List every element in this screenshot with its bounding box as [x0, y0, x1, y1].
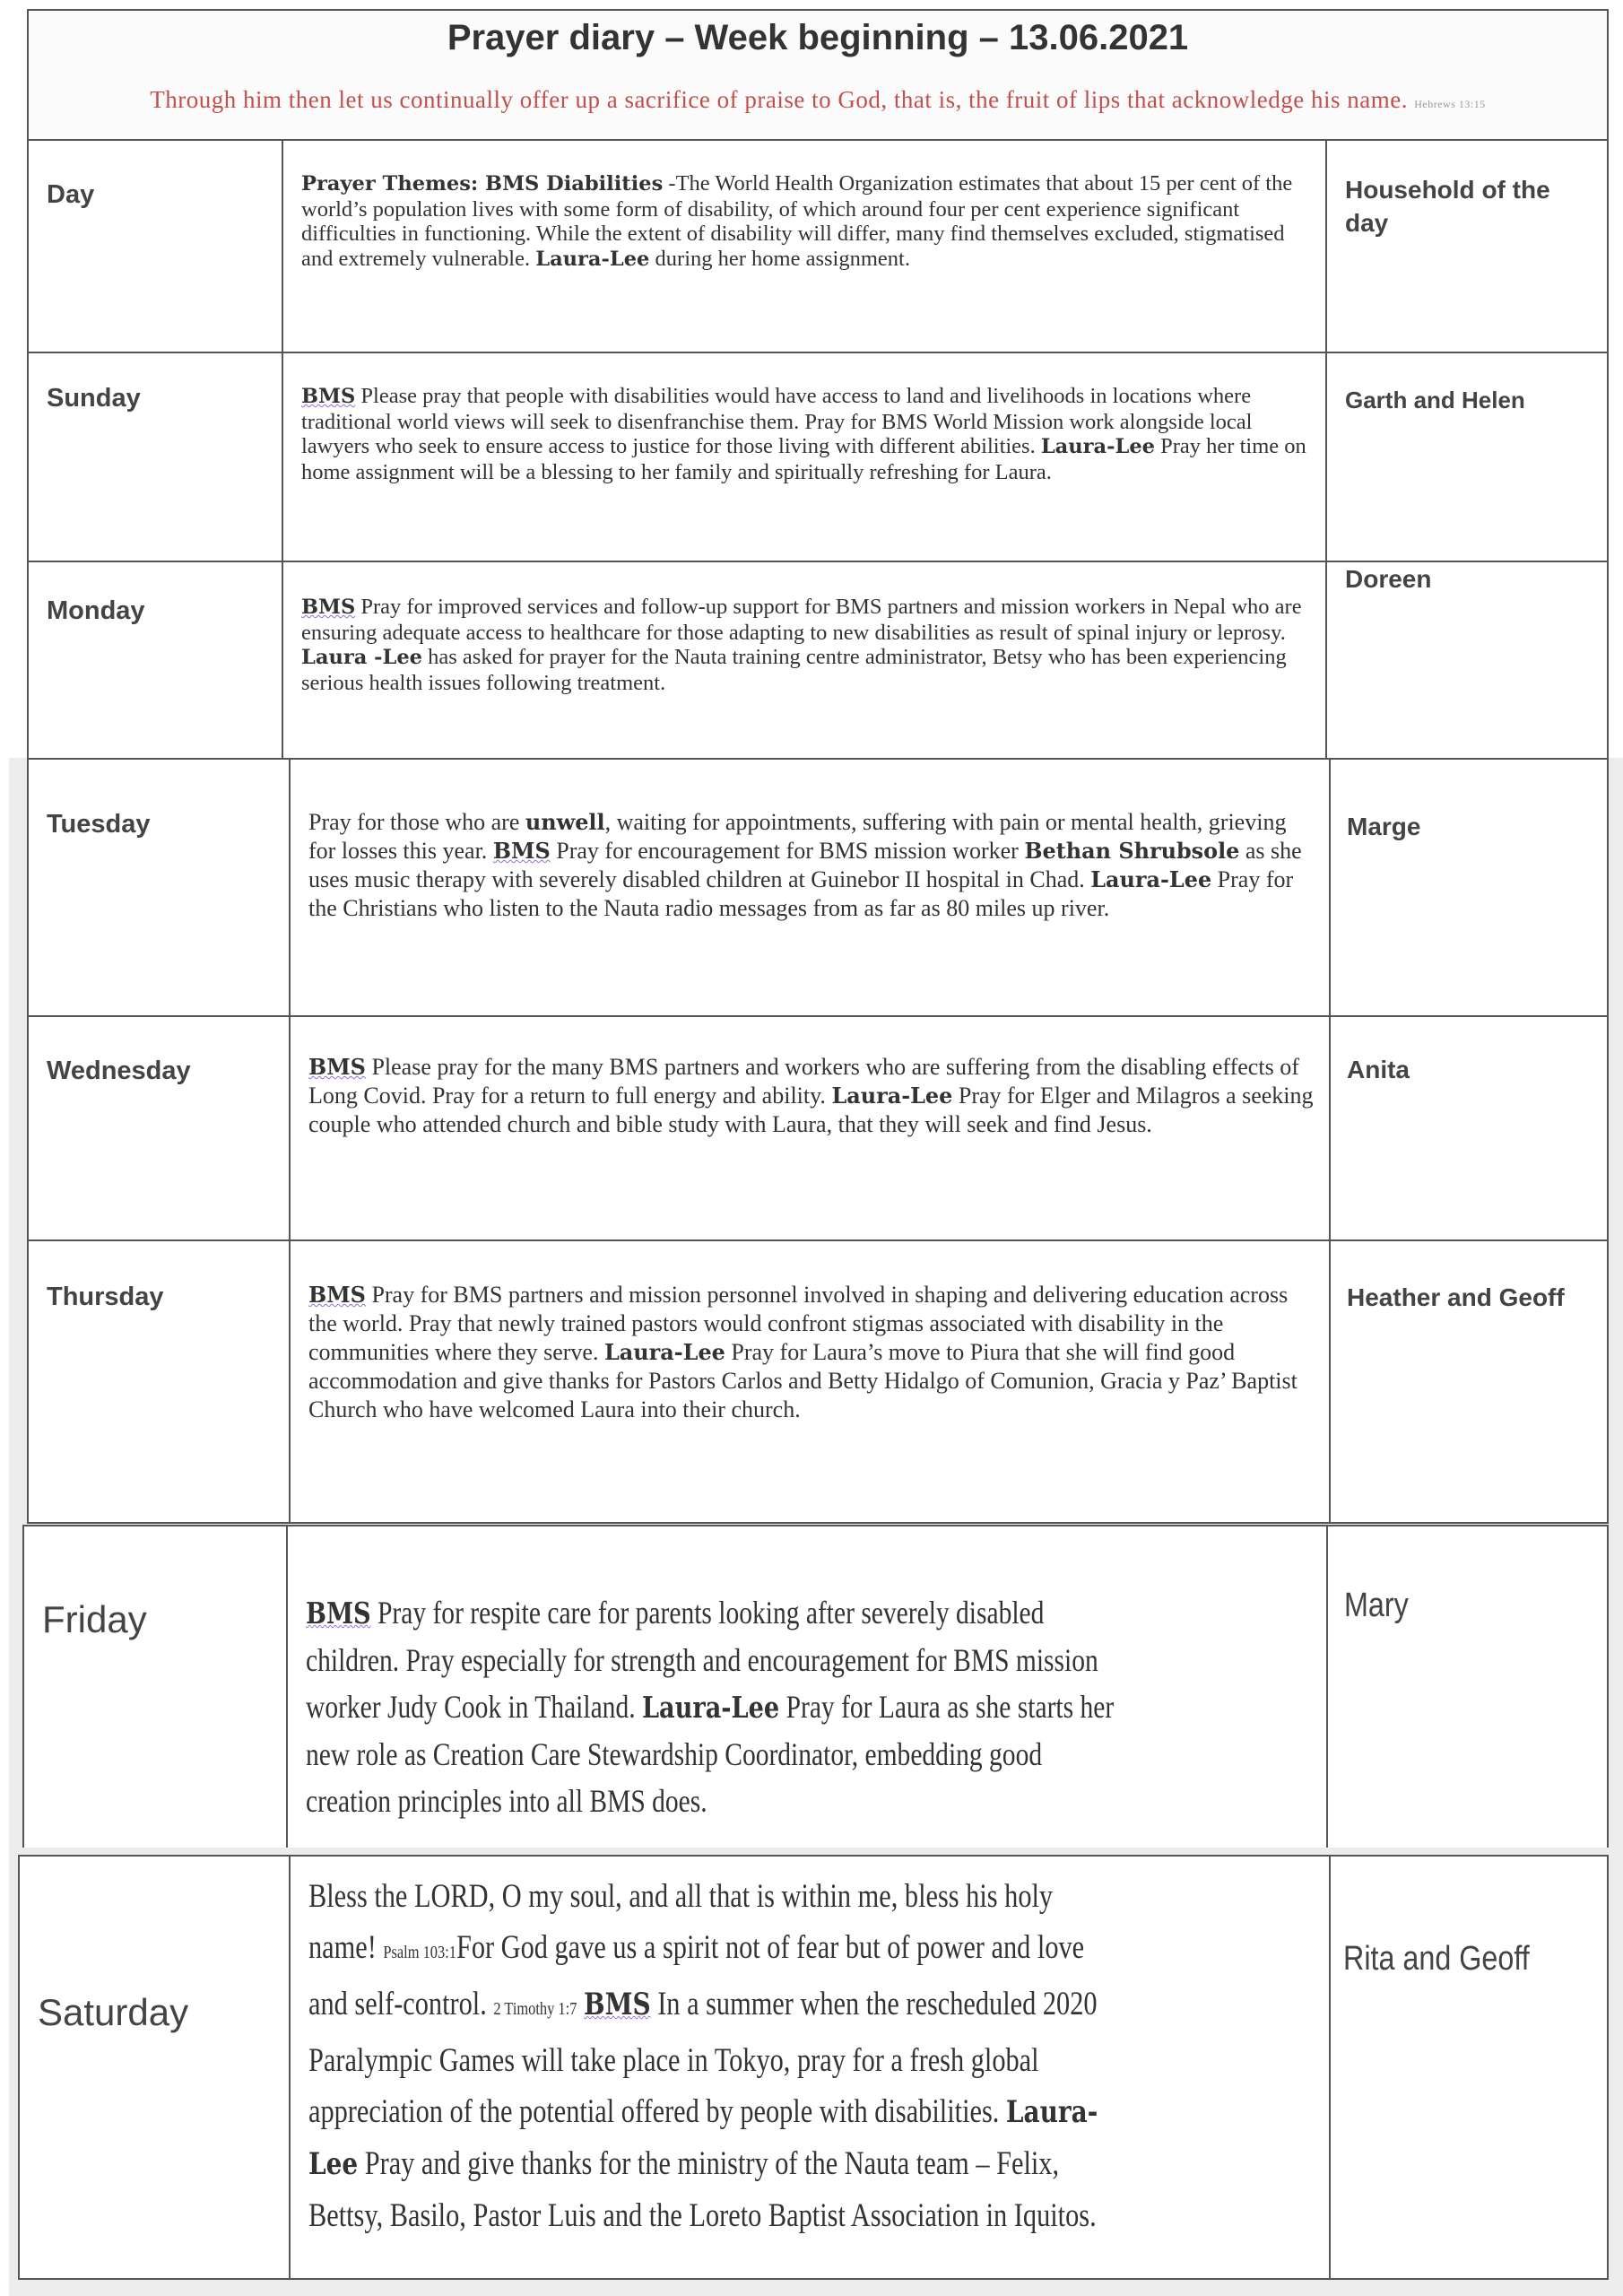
- household-name: Mary: [1344, 1587, 1409, 1624]
- day-prayer-text: BMS Pray for BMS partners and mission personnel involved in shaping and delivering education across the world. Pray that newly trained pastors would confront stigmas associated with disability in the communities where they serve. Laura-Lee Pray for Laura’s move to Piura that she will find good accommodation and give thanks for Pastors Carlos and Betty Hidalgo of Comunion, Gracia y Paz’ Baptist Church who have welcomed Laura into their church.: [308, 1282, 1298, 1422]
- day-prayer-text: BMS Please pray that people with disabilities would have access to land and livelihoods in locations where traditional world views will seek to disenfranchise them. Pray for BMS World Mission work alongside local lawyers who seek to ensure access to justice for those living with different abilities. Laura-Lee Pray her time on home assignment will be a blessing to her family and spiritually refreshing for Laura.: [301, 384, 1306, 484]
- day-prayer-text: BMS Pray for respite care for parents looking after severely disabled children. Pray especially for strength and encouragement for BMS mission worker Judy Cook in Thailand. Laura-Lee Pray for Laura as she starts her new role as Creation Care Stewardship Coordinator, embedding good creation principles into all BMS does.: [306, 1595, 1115, 1819]
- household-column-header: Household of the day: [1345, 176, 1550, 237]
- day-label: Thursday: [47, 1283, 164, 1311]
- diary-table-part-4: [18, 1855, 1609, 2280]
- day-prayer-text: BMS Please pray for the many BMS partners and workers who are suffering from the disabling effects of Long Covid. Pray for a return to full energy and ability. Laura-Lee Pray for Elger and Milagros a seeking couple who attended church and bible study with Laura, that they will seek and find Jesus.: [308, 1054, 1314, 1137]
- day-row-saturday: [20, 1857, 1607, 2278]
- day-row-tuesday: [29, 760, 1607, 1015]
- day-label: Wednesday: [47, 1057, 191, 1085]
- page-title: Prayer diary – Week beginning – 13.06.2021: [447, 18, 1189, 57]
- verse-reference: Hebrews 13:15: [1414, 98, 1486, 110]
- household-name: Garth and Helen: [1345, 387, 1525, 413]
- diary-table-part-3: [22, 1525, 1609, 1851]
- header-verse: [91, 86, 1544, 117]
- diary-table-part-2: [27, 758, 1609, 1524]
- day-label: Saturday: [38, 1991, 189, 2033]
- diary-header: [27, 9, 1609, 145]
- day-row-monday: [29, 561, 1607, 761]
- day-label: Friday: [42, 1598, 147, 1640]
- day-prayer-text: Bless the LORD, O my soul, and all that is within me, bless his holy name! Psalm 103:1For God gave us a spirit not of fear but of power and love and self-control. 2 Timothy 1:7 BMS In a summer when the rescheduled 2020 Paralympic Games will take place in Tokyo, pray for a fresh global appreciation of the potential offered by people with disabilities. Laura-Lee Pray and give thanks for the ministry of the Nauta team – Felix, Bettsy, Basilo, Pastor Luis and the Loreto Baptist Association in Iquitos.: [308, 1878, 1098, 2234]
- prayer-themes-text: Prayer Themes: BMS Diabilities -The World Health Organization estimates that about 15 per cent of the world’s population lives with some form of disability, of which around four per cent experience significant difficulties in functioning. While the extent of disability will differ, many find themselves excluded, stigmatised and extremely vulnerable. Laura-Lee during her home assignment.: [301, 171, 1293, 271]
- day-row-friday: [24, 1526, 1607, 1849]
- household-name: Rita and Geoff: [1343, 1940, 1530, 1978]
- day-row-sunday: [29, 352, 1607, 562]
- day-prayer-text: Pray for those who are unwell, waiting for appointments, suffering with pain or mental health, grieving for losses this year. BMS Pray for encouragement for BMS mission worker Bethan Shrubsole as she uses music therapy with severely disabled children at Guinebor II hospital in Chad. Laura-Lee Pray for the Christians who listen to the Nauta radio messages from as far as 80 miles up river.: [308, 809, 1302, 921]
- day-prayer-text: BMS Pray for improved services and follow-up support for BMS partners and mission workers in Nepal who are ensuring adequate access to healthcare for those adapting to new disabilities as result of spinal injury or leprosy. Laura -Lee has asked for prayer for the Nauta training centre administrator, Betsy who has been experiencing serious health issues following treatment.: [301, 595, 1302, 695]
- day-label: Sunday: [47, 384, 141, 413]
- day-label: Tuesday: [47, 810, 151, 839]
- theme-row: [29, 141, 1607, 352]
- household-name: Marge: [1347, 813, 1421, 840]
- day-label: Monday: [47, 596, 145, 625]
- household-name: Doreen: [1345, 565, 1432, 593]
- day-row-wednesday: [29, 1015, 1607, 1241]
- day-column-header: Day: [47, 180, 95, 209]
- household-name: Heather and Geoff: [1347, 1283, 1565, 1311]
- diary-table-part-1: [27, 139, 1609, 761]
- day-row-thursday: [29, 1239, 1607, 1524]
- household-name: Anita: [1347, 1056, 1410, 1083]
- verse-text: Through him then let us continually offer up a sacrifice of praise to God, that is, the fruit of lips that acknowledge his name.: [150, 86, 1408, 113]
